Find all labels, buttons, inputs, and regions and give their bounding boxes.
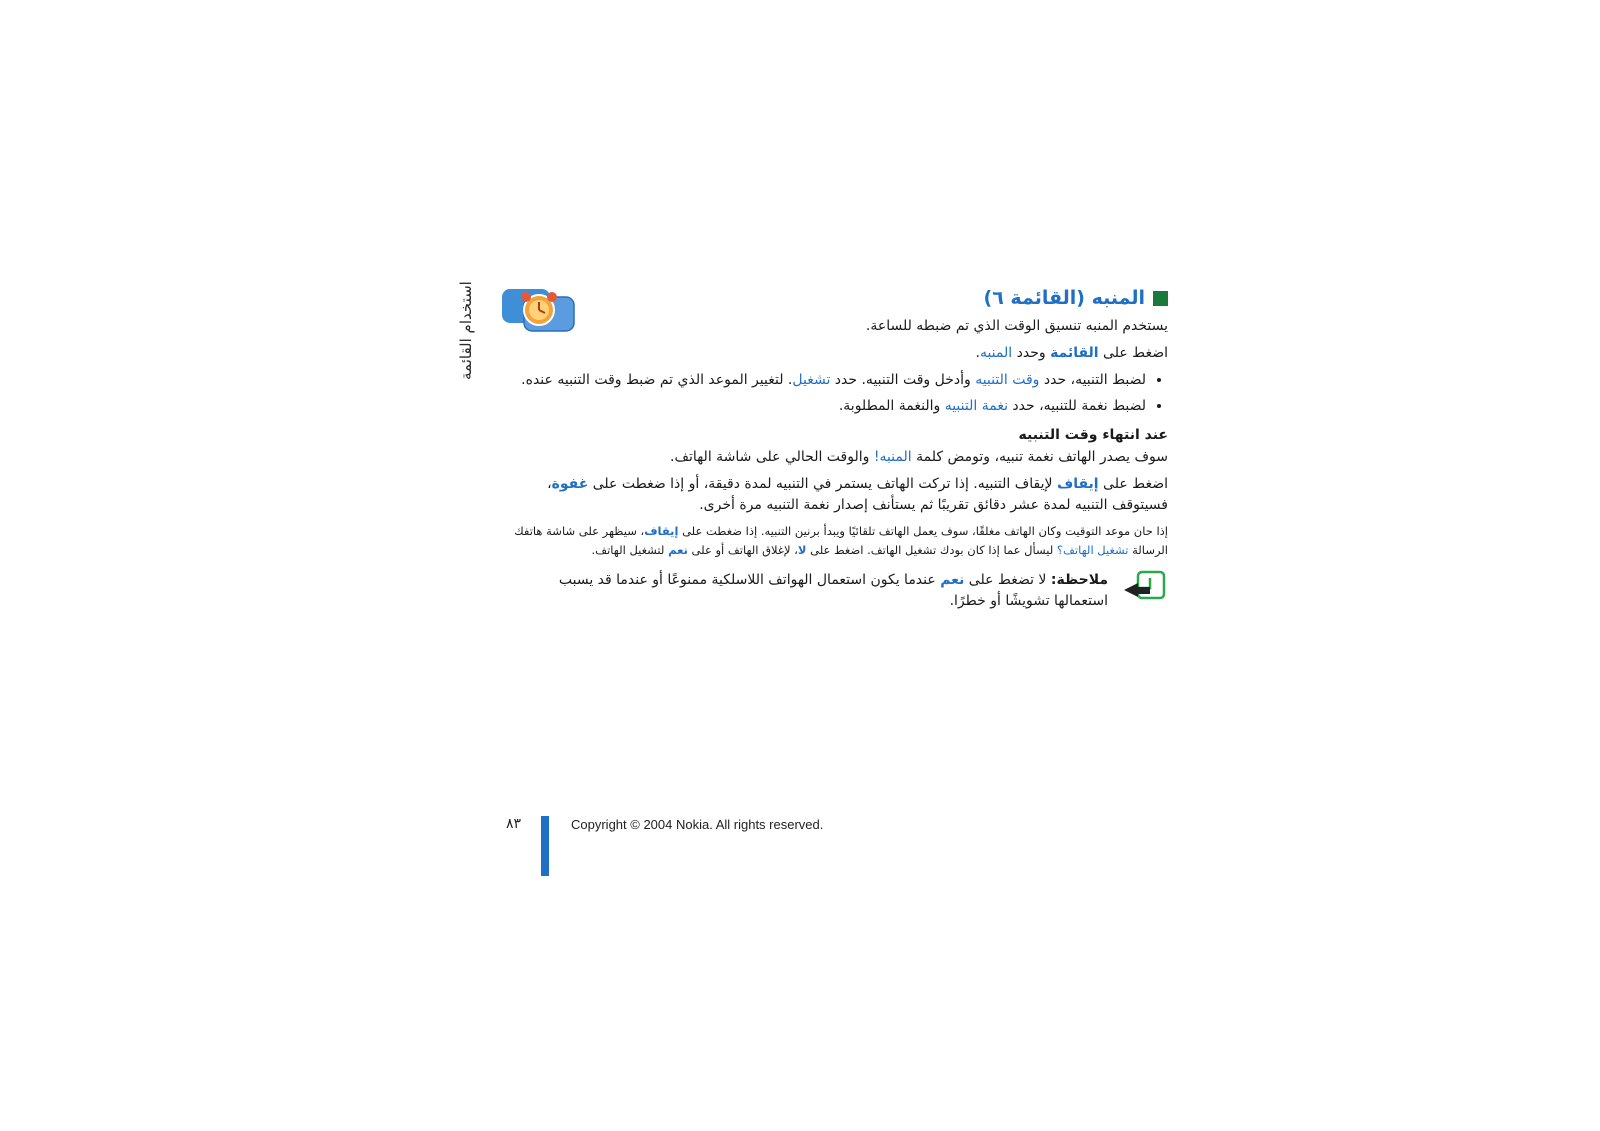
para3-text-1: إذا حان موعد التوقيت وكان الهاتف مغلقًا، سوف يعمل الهاتف تلقائيًا ويبدأ برنين التنبيه. إذا ضغطت على — [678, 524, 1168, 538]
para2-text-1: اضغط على — [1098, 476, 1168, 492]
paragraph-phone-off — [488, 522, 1168, 560]
note-text — [528, 570, 1108, 612]
section-title: المنبه (القائمة ٦) — [983, 286, 1145, 309]
bullet-2-text-2: والنغمة المطلوبة. — [838, 398, 945, 414]
para3-text-4: ، لإغلاق الهاتف أو على — [687, 543, 798, 557]
bullet-1-text-1: لضبط التنبيه، حدد — [1039, 372, 1146, 388]
on-keyword: تشغيل — [792, 372, 831, 388]
alarm-keyword: المنبه — [979, 345, 1013, 361]
list-item — [488, 370, 1146, 391]
para2-text-3: ، فسيتوقف التنبيه لمدة عشر دقائق تقريبًا ثم يستأنف إصدار نغمة التنبيه مرة أخرى. — [547, 476, 1168, 513]
para3-text-5: لتشغيل الهاتف. — [591, 543, 669, 557]
switch-on-phone-keyword: تشغيل الهاتف؟ — [1056, 543, 1129, 557]
alarm-section — [488, 280, 1168, 612]
list-item — [488, 396, 1146, 417]
bullet-1-text-2: وأدخل وقت التنبيه. حدد — [830, 372, 976, 388]
para1-text-1: سوف يصدر الهاتف نغمة تنبيه، وتومض كلمة — [911, 449, 1168, 465]
footer-divider — [541, 816, 549, 876]
paragraph-alarm-sound — [488, 447, 1168, 468]
no-keyword: لا — [797, 543, 807, 557]
subheading: عند انتهاء وقت التنبيه — [1018, 427, 1168, 443]
note-text-2: عندما يكون استعمال الهواتف اللاسلكية ممنوعًا أو عندما قد يسبب استعمالها تشويشًا أو خطرًا. — [558, 572, 1108, 609]
instruction-text-2: وحدد — [1012, 345, 1051, 361]
alarm-flash-keyword: المنبه! — [873, 449, 912, 465]
yes-keyword-note: نعم — [940, 572, 965, 588]
steps-list — [488, 370, 1168, 417]
bullet-1-text-3: . لتغيير الموعد الذي تم ضبط وقت التنبيه عنده. — [521, 372, 793, 388]
instruction-paragraph — [488, 343, 1168, 364]
bullet-2-text-1: لضبط نغمة للتنبيه، حدد — [1007, 398, 1146, 414]
instruction-text-1: اضغط على — [1098, 345, 1168, 361]
note-box — [488, 570, 1168, 612]
page-number: ٨٣ — [506, 816, 522, 832]
note-text-1: لا تضغط على — [964, 572, 1051, 588]
para3-text-2: ، سيظهر على شاشة هاتفك الرسالة — [514, 524, 1168, 557]
note-label: ملاحظة: — [1050, 572, 1108, 588]
yes-keyword: نعم — [668, 543, 688, 557]
para1-text-2: والوقت الحالي على شاشة الهاتف. — [670, 449, 874, 465]
menu-keyword: القائمة — [1050, 345, 1099, 361]
section-header — [488, 280, 1168, 316]
stop-keyword: إيقاف — [1056, 476, 1099, 492]
copyright-notice: Copyright © 2004 Nokia. All rights reserved. — [571, 817, 824, 832]
alarm-tone-keyword: نغمة التنبيه — [944, 398, 1008, 414]
instruction-text-3: . — [975, 345, 980, 361]
paragraph-stop-snooze — [488, 474, 1168, 516]
chapter-side-label: استخدام القائمة — [457, 281, 475, 380]
intro-paragraph: يستخدم المنبه تنسيق الوقت الذي تم ضبطه للساعة. — [865, 318, 1168, 334]
snooze-keyword: غفوة — [551, 476, 589, 492]
stop-keyword-2: إيقاف — [644, 524, 679, 538]
para3-text-3: ليسأل عما إذا كان بودك تشغيل الهاتف. اضغط على — [806, 543, 1057, 557]
alarm-time-keyword: وقت التنبيه — [975, 372, 1040, 388]
para2-text-2: لإيقاف التنبيه. إذا تركت الهاتف يستمر في التنبيه لمدة دقيقة، أو إذا ضغطت على — [588, 476, 1057, 492]
section-marker — [1153, 291, 1168, 306]
note-arrow-icon — [1122, 570, 1166, 602]
